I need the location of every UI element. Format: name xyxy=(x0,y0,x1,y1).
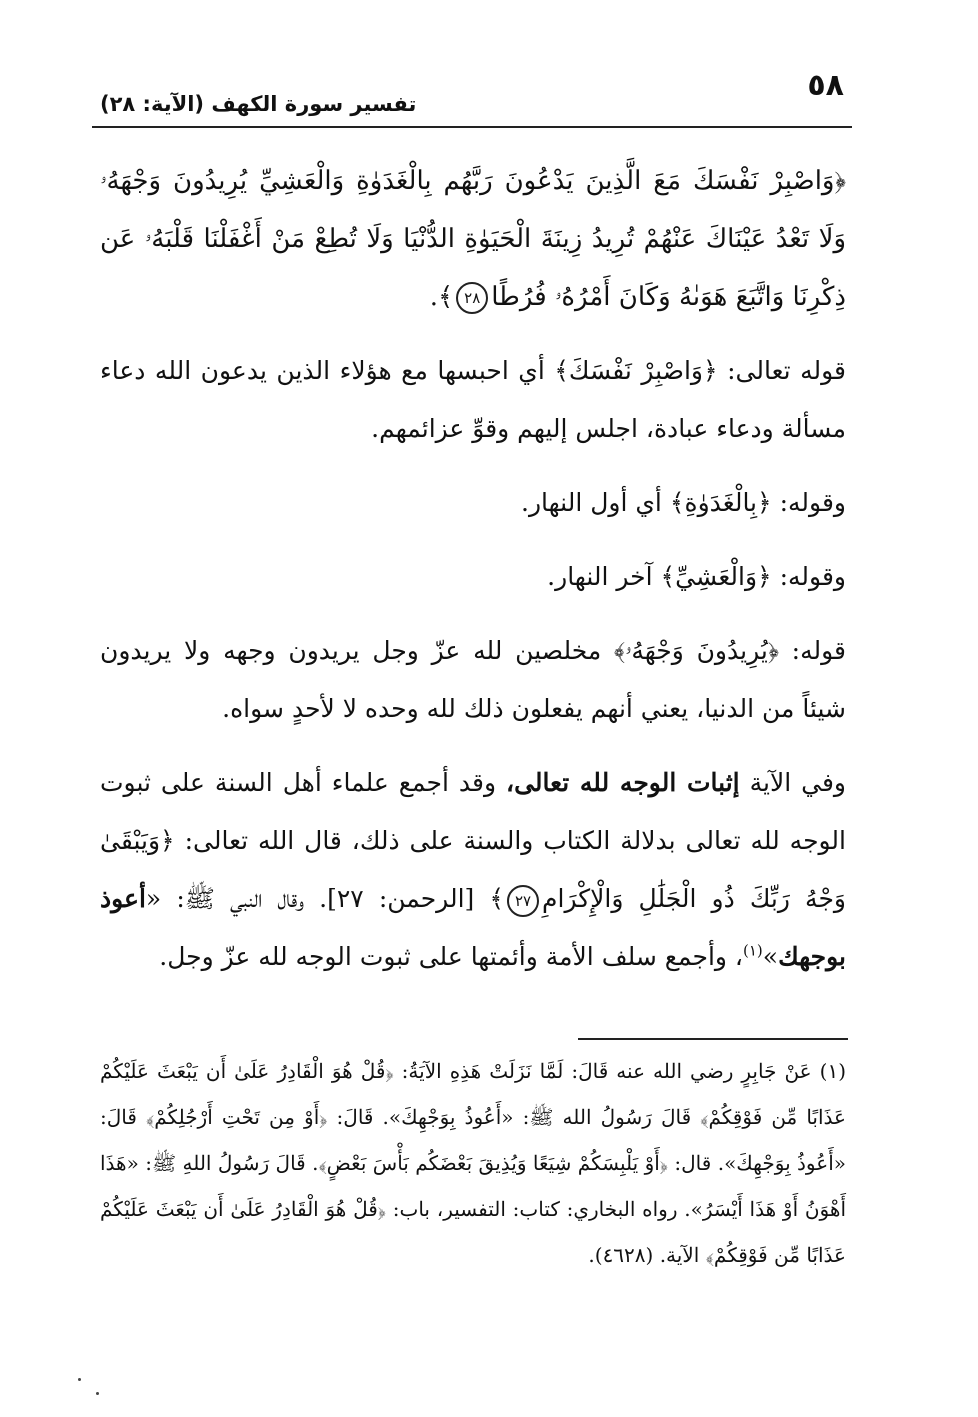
p5-intro: وفي الآية xyxy=(749,768,846,797)
p5-rest: وقد أجمع علماء أهل السنة على ثبوت الوجه لله تعالى بدلالة الكتاب والسنة على ذلك، قال الله تعالى: ﴿وَيَبْقَىٰ وَجْهُ رَبِّكَ ذُو الْجَلَٰلِ وَالْإِكْرَامِ xyxy=(100,768,846,913)
quran-verse xyxy=(100,152,846,326)
scan-speck xyxy=(78,1378,81,1381)
verse-text: ﴿وَاصْبِرْ نَفْسَكَ مَعَ الَّذِينَ يَدْعُونَ رَبَّهُم بِالْغَدَوٰةِ وَالْعَشِيِّ يُرِيدُونَ وَجْهَهُۥ وَلَا تَعْدُ عَيْنَاكَ عَنْهُمْ تُرِيدُ زِينَةَ الْحَيَوٰةِ الدُّنْيَا وَلَا تُطِعْ مَنْ أَغْفَلْنَا قَلْبَهُۥ عَن ذِكْرِنَا وَاتَّبَعَ هَوَىٰهُ وَكَانَ أَمْرُهُۥ فُرُطًا xyxy=(100,166,846,312)
verse-close: ﴾. xyxy=(429,282,454,312)
p5-after-verse: ﴾ [الرحمن: ٢٧]. وقال النبي ﷺ: « xyxy=(145,884,505,913)
p5-bold-heading: إثبات الوجه لله تعالى، xyxy=(506,768,740,797)
footnotes xyxy=(100,1048,846,1278)
paragraph-3: وقوله: ﴿وَالْعَشِيِّ﴾ آخر النهار. xyxy=(547,562,846,591)
footnote-1: (١) عَنْ جَابِرٍ رضي الله عنه قَالَ: لَمَّا نَزَلَتْ هَذِهِ الآيَةُ: ﴿قُلْ هُوَ الْقَادِرُ عَلَىٰ أَن يَبْعَثَ عَلَيْكُمْ عَذَابًا مِّن فَوْقِكُمْ﴾ قَالَ رَسُولُ الله ﷺ: «أَعُوذُ بِوَجْهِكَ». قَالَ: ﴿أَوْ مِن تَحْتِ أَرْجُلِكُمْ﴾ قَالَ: «أَعُوذُ بِوَجْهِكَ». قال: ﴿أَوْ يَلْبِسَكُمْ شِيَعًا وَيُذِيقَ بَعْضَكُم بَأْسَ بَعْضٍ﴾. قَالَ رَسُولُ اللهِ ﷺ: «هَذَا أَهْوَنُ أَوْ هَذَا أَيْسَرُ». رواه البخاري: كتاب: التفسير، باب: ﴿قُلْ هُوَ الْقَادِرُ عَلَىٰ أَن يَبْعَثَ عَلَيْكُمْ عَذَابًا مِّن فَوْقِكُمْ﴾ الآية. (٤٦٢٨). xyxy=(100,1059,846,1267)
footnote-divider xyxy=(578,1038,848,1040)
page-number: ٥٨ xyxy=(807,68,844,103)
main-text xyxy=(100,152,846,1002)
scan-speck xyxy=(96,1392,99,1395)
page-header xyxy=(92,68,852,130)
paragraph-1: قوله تعالى: ﴿وَاصْبِرْ نَفْسَكَ﴾ أي احبسها مع هؤلاء الذين يدعون الله دعاء مسألة ودعاء عبادة، اجلس إليهم وقوِّ عزائمهم. xyxy=(100,356,846,443)
header-divider xyxy=(92,126,852,128)
verse-number-marker: ٢٨ xyxy=(456,282,488,314)
footnote-reference[interactable]: (١) xyxy=(743,941,763,960)
paragraph-2: وقوله: ﴿بِالْغَدَوٰةِ﴾ أي أول النهار. xyxy=(521,488,846,517)
p5-hadith-quote: أعوذ بوجهك xyxy=(100,884,846,971)
p5-quote-close: » xyxy=(762,942,779,971)
running-title: تفسير سورة الكهف (الآية: ٢٨) xyxy=(100,92,417,116)
p5-end: ، وأجمع سلف الأمة وأئمتها على ثبوت الوجه لله عزّ وجل. xyxy=(159,942,743,971)
paragraph-4: قوله: ﴿يُرِيدُونَ وَجْهَهُۥ﴾ مخلصين لله عزّ وجل يريدون وجهه ولا يريدون شيئاً من الدنيا، يعني أنهم يفعلون ذلك لله وحده لا لأحدٍ سواه. xyxy=(100,636,846,723)
paragraph-5 xyxy=(100,754,846,986)
verse-number-marker-2: ٢٧ xyxy=(507,885,539,917)
